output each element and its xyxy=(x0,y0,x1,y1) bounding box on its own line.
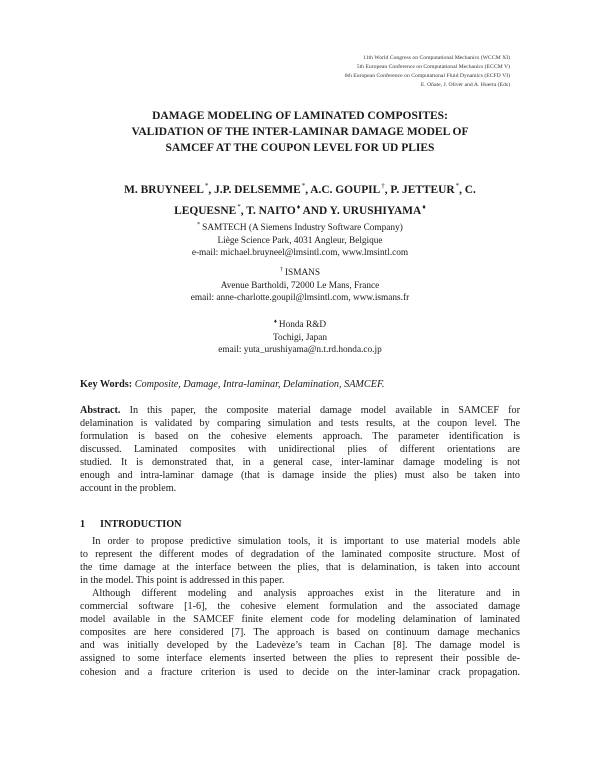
affiliation-mark: ♦ xyxy=(296,203,301,211)
paragraph-line: and was initially developed by the Ladevèze’s team in Cachan [8]. The damage model is xyxy=(80,640,520,652)
affiliation-address: Avenue Bartholdi, 72000 Le Mans, France xyxy=(220,280,380,291)
affiliation-honda xyxy=(100,319,500,357)
affiliation-contact: email: anne-charlotte.goupil@lmsintl.com, www.ismans.fr xyxy=(190,293,410,304)
abstract-line xyxy=(80,404,520,417)
abstract-label: Abstract. xyxy=(80,405,121,416)
conference-line: 5th European Conference on Computational Mechanics (ECCM V) xyxy=(356,63,510,70)
affiliation-mark: ♦ xyxy=(273,319,277,325)
conference-line: 6th European Conference on Computational Fluid Dynamics (ECFD VI) xyxy=(344,72,510,79)
author-name: , P. JETTEUR xyxy=(384,184,455,196)
paragraph-line: cohesion and a fracture criterion is used to decide on the inter-laminar crack propagation. xyxy=(80,666,520,678)
abstract-line: account in the problem. xyxy=(80,483,177,495)
affiliation-name: Honda R&D xyxy=(278,320,327,330)
author-name: M. BRUYNEEL xyxy=(124,184,204,196)
section-number: 1 xyxy=(80,519,86,530)
section-title: INTRODUCTION xyxy=(100,519,182,530)
author-name: , C. xyxy=(459,184,476,196)
abstract-line: formulation is based on the cohesive elements approach. The parameter identification is xyxy=(80,431,520,443)
abstract xyxy=(80,404,520,495)
affiliation-mark: † xyxy=(279,267,283,273)
conference-line: 11th World Congress on Computational Mechanics (WCCM XI) xyxy=(363,55,510,61)
affiliation-name: SAMTECH (A Siemens Industry Software Company) xyxy=(202,223,403,233)
paper-title xyxy=(70,108,530,156)
conference-line: E. Oñate, J. Oliver and A. Huerta (Eds) xyxy=(420,81,510,88)
abstract-line: discussed. Laminated composites with unidirectional plies of different orientations are xyxy=(80,444,520,456)
affiliation-name: ISMANS xyxy=(284,268,321,278)
paragraph-line: the time damage at the interface between the plies, that is delamination, is taken into account xyxy=(80,562,520,574)
abstract-line: delamination is validated by comparing simulation and tests results, at the coupon level. The xyxy=(80,418,520,430)
paragraph-line: commercial software [1-6], the cohesive element formulation and the associated damage xyxy=(80,601,520,613)
author-line xyxy=(60,180,540,201)
affiliation-mark: * xyxy=(455,182,460,190)
author-name: , J.P. DELSEMME xyxy=(208,184,301,196)
affiliation-contact: email: yuta_urushiyama@n.t.rd.honda.co.jp xyxy=(218,345,382,356)
title-line: DAMAGE MODELING OF LAMINATED COMPOSITES: xyxy=(152,110,448,122)
title-line: SAMCEF AT THE COUPON LEVEL FOR UD PLIES xyxy=(165,142,435,154)
affiliation-mark: * xyxy=(197,222,201,228)
paragraph-line: Although different modeling and analysis approaches exist in the literature and in xyxy=(92,588,520,600)
author-line xyxy=(60,201,540,222)
conference-header xyxy=(345,54,510,90)
author-list xyxy=(60,180,540,222)
affiliation-name-line xyxy=(100,319,500,332)
abstract-line: studied. It is demonstrated that, in a general case, inter-laminar damage modeling is not xyxy=(80,457,520,469)
paragraph-line: in the model. This point is addressed in this paper. xyxy=(80,575,285,587)
abstract-line: enough and intra-laminar damage (that is damage inside the plies) must also be taken into xyxy=(80,470,520,482)
paragraph-line: assigned to some interface elements inserted between the plies to represent their possible de- xyxy=(80,653,520,665)
affiliation-address: Liège Science Park, 4031 Angleur, Belgique xyxy=(217,235,383,246)
author-name: , T. NAITO xyxy=(240,205,296,217)
affiliation-ismans xyxy=(100,267,500,305)
paragraph-line: In order to propose predictive simulation tools, it is important to use material models able xyxy=(92,536,520,548)
keywords xyxy=(80,378,520,391)
paragraph-line: composites are here considered [7]. The approach is based on continuum damage mechanics xyxy=(80,627,520,639)
author-name: LEQUESNE xyxy=(174,205,237,217)
author-name: AND Y. URUSHIYAMA xyxy=(300,205,422,217)
affiliation-contact: e-mail: michael.bruyneel@lmsintl.com, www.lmsintl.com xyxy=(191,248,409,259)
author-name: , A.C. GOUPIL xyxy=(305,184,381,196)
affiliation-mark: * xyxy=(301,182,306,190)
abstract-text: In this paper, the composite material damage model available in SAMCEF for xyxy=(120,405,520,416)
introduction-section xyxy=(80,518,520,679)
title-line: VALIDATION OF THE INTER-LAMINAR DAMAGE MODEL OF xyxy=(131,126,469,138)
affiliation-mark: * xyxy=(237,203,241,211)
affiliation-mark: * xyxy=(204,182,209,190)
paragraph-line: to represent the different modes of degradation of the laminated composite structure. Most of xyxy=(80,549,520,561)
paragraph-line: model available in the SAMCEF finite element code for modeling delamination of laminated xyxy=(80,614,520,626)
affiliation-name-line xyxy=(100,267,500,280)
affiliation-mark: ♦ xyxy=(422,203,426,211)
keywords-label: Key Words: xyxy=(80,379,133,390)
affiliation-name-line xyxy=(100,222,500,235)
section-heading xyxy=(80,518,520,531)
affiliation-address: Tochigi, Japan xyxy=(272,332,328,343)
keywords-value: Composite, Damage, Intra-laminar, Delamination, SAMCEF. xyxy=(134,379,385,390)
affiliation-mark: † xyxy=(381,182,385,190)
affiliation-samtech xyxy=(100,222,500,260)
